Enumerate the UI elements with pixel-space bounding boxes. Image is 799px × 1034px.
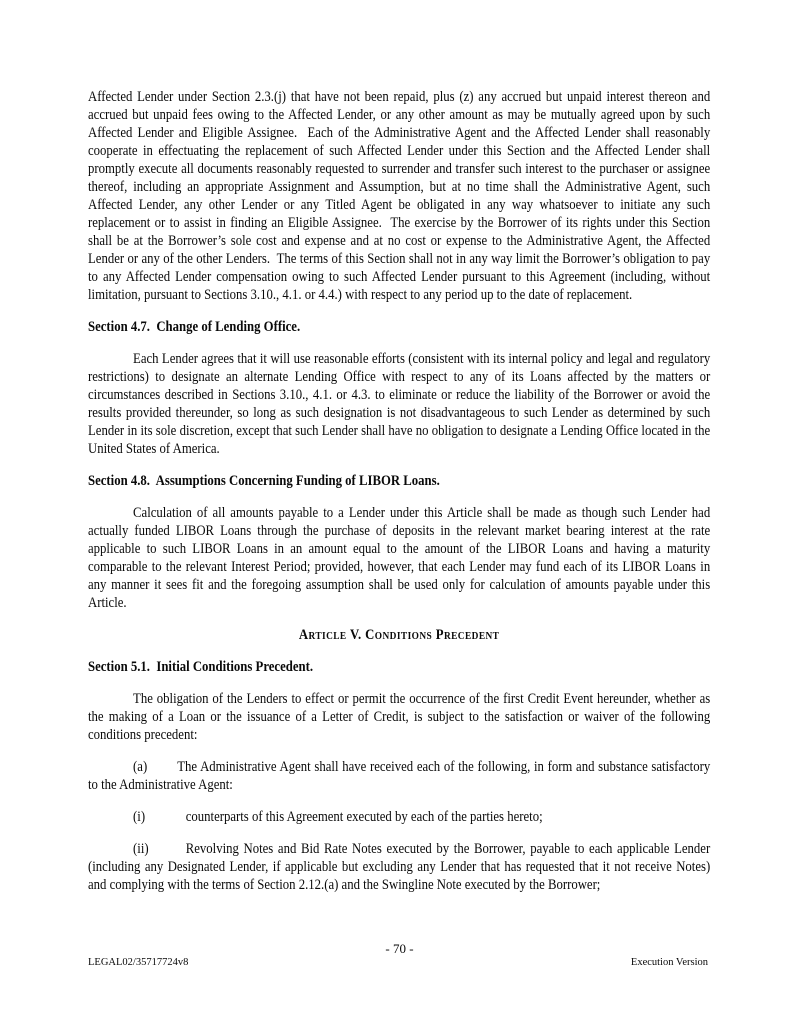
footer-version-label: Execution Version: [630, 957, 708, 968]
list-item-i-label: (i): [133, 809, 146, 825]
document-body: [88, 88, 710, 908]
paragraph-continuation: Affected Lender under Section 2.3.(j) that have not been repaid, plus (z) any accrued but unpaid interest thereon and accrued but unpaid fees owing to the Affected Lender, or any other amount as may be mutually agreed upon by such Affected Lender and Eligible Assignee. Each of the Administrative Agent and the Affected Lender shall reasonably cooperate in effectuating the replacement of such Affected Lender under this Section and the Affected Lender shall promptly execute all documents reasonably requested to surrender and transfer such interest to the purchaser or assignee thereof, including an appropriate Assignment and Assumption, but at no time shall the Administrative Agent, such Affected Lender, any other Lender or any Titled Agent be obligated in any way whatsoever to initiate any such replacement or to assist in finding an Eligible Assignee. The exercise by the Borrower of its rights under this Section shall be at the Borrower’s sole cost and expense and at no cost or expense to the Administrative Agent, the Affected Lender or any of the other Lenders. The terms of this Section shall not in any way limit the Borrower’s obligation to pay to any Affected Lender compensation owing to such Affected Lender pursuant to this Agreement (including, without limitation, pursuant to Sections 3.10., 4.1. or 4.4.) with respect to any period up to the date of replacement.: [88, 89, 711, 303]
page-number: - 70 -: [385, 941, 414, 956]
list-item-ii-label: (ii): [133, 841, 149, 857]
list-item-a-label: (a): [133, 759, 148, 775]
document-footer: [88, 956, 708, 969]
list-item-i-text: counterparts of this Agreement executed by each of the parties hereto;: [185, 809, 543, 825]
list-item-ii: [88, 840, 710, 894]
article-v-heading: Article V. Conditions Precedent: [298, 627, 500, 643]
list-item-ii-text: Revolving Notes and Bid Rate Notes executed by the Borrower, payable to each applicable Lender (including any Designated Lender, if applicable but excluding any Lender that has requested that it not receive Notes) and complying with the terms of Section 2.12.(a) and the Swingline Note executed by the Borrower;: [88, 841, 711, 893]
section-4-8-paragraph: Calculation of all amounts payable to a Lender under this Article shall be made as though such Lender had actually funded LIBOR Loans through the purchase of deposits in the relevant market bearing interest at the rate applicable to such LIBOR Loans in an amount equal to the amount of the LIBOR Loans and having a maturity comparable to the relevant Interest Period; provided, however, that each Lender may fund each of its LIBOR Loans in any manner it sees fit and the foregoing assumption shall be used only for calculation of amounts payable under this Article.: [88, 505, 711, 611]
section-4-7-paragraph: Each Lender agrees that it will use reasonable efforts (consistent with its internal policy and legal and regulatory restrictions) to designate an alternate Lending Office with respect to any of its Loans affected by the matters or circumstances described in Sections 3.10., 4.1. or 4.3. to eliminate or reduce the liability of the Borrower or avoid the results provided thereunder, so long as such designation is not disadvantageous to such Lender as determined by such Lender in its sole discretion, except that such Lender shall have no obligation to designate a Lending Office located in the United States of America.: [88, 351, 711, 457]
list-item-a: [88, 758, 710, 794]
list-item-i: [88, 808, 710, 826]
footer-doc-id: LEGAL02/35717724v8: [88, 957, 189, 968]
section-4-7-heading: Section 4.7. Change of Lending Office.: [88, 319, 301, 335]
section-5-1-paragraph: The obligation of the Lenders to effect or permit the occurrence of the first Credit Event hereunder, whether as the making of a Loan or the issuance of a Letter of Credit, is subject to the satisfaction or waiver of the following conditions precedent:: [88, 691, 711, 743]
section-4-8-heading: Section 4.8. Assumptions Concerning Funding of LIBOR Loans.: [88, 473, 440, 489]
section-5-1-heading: Section 5.1. Initial Conditions Precedent.: [88, 659, 314, 675]
list-item-a-text: The Administrative Agent shall have received each of the following, in form and substance satisfactory to the Administrative Agent:: [88, 759, 711, 793]
